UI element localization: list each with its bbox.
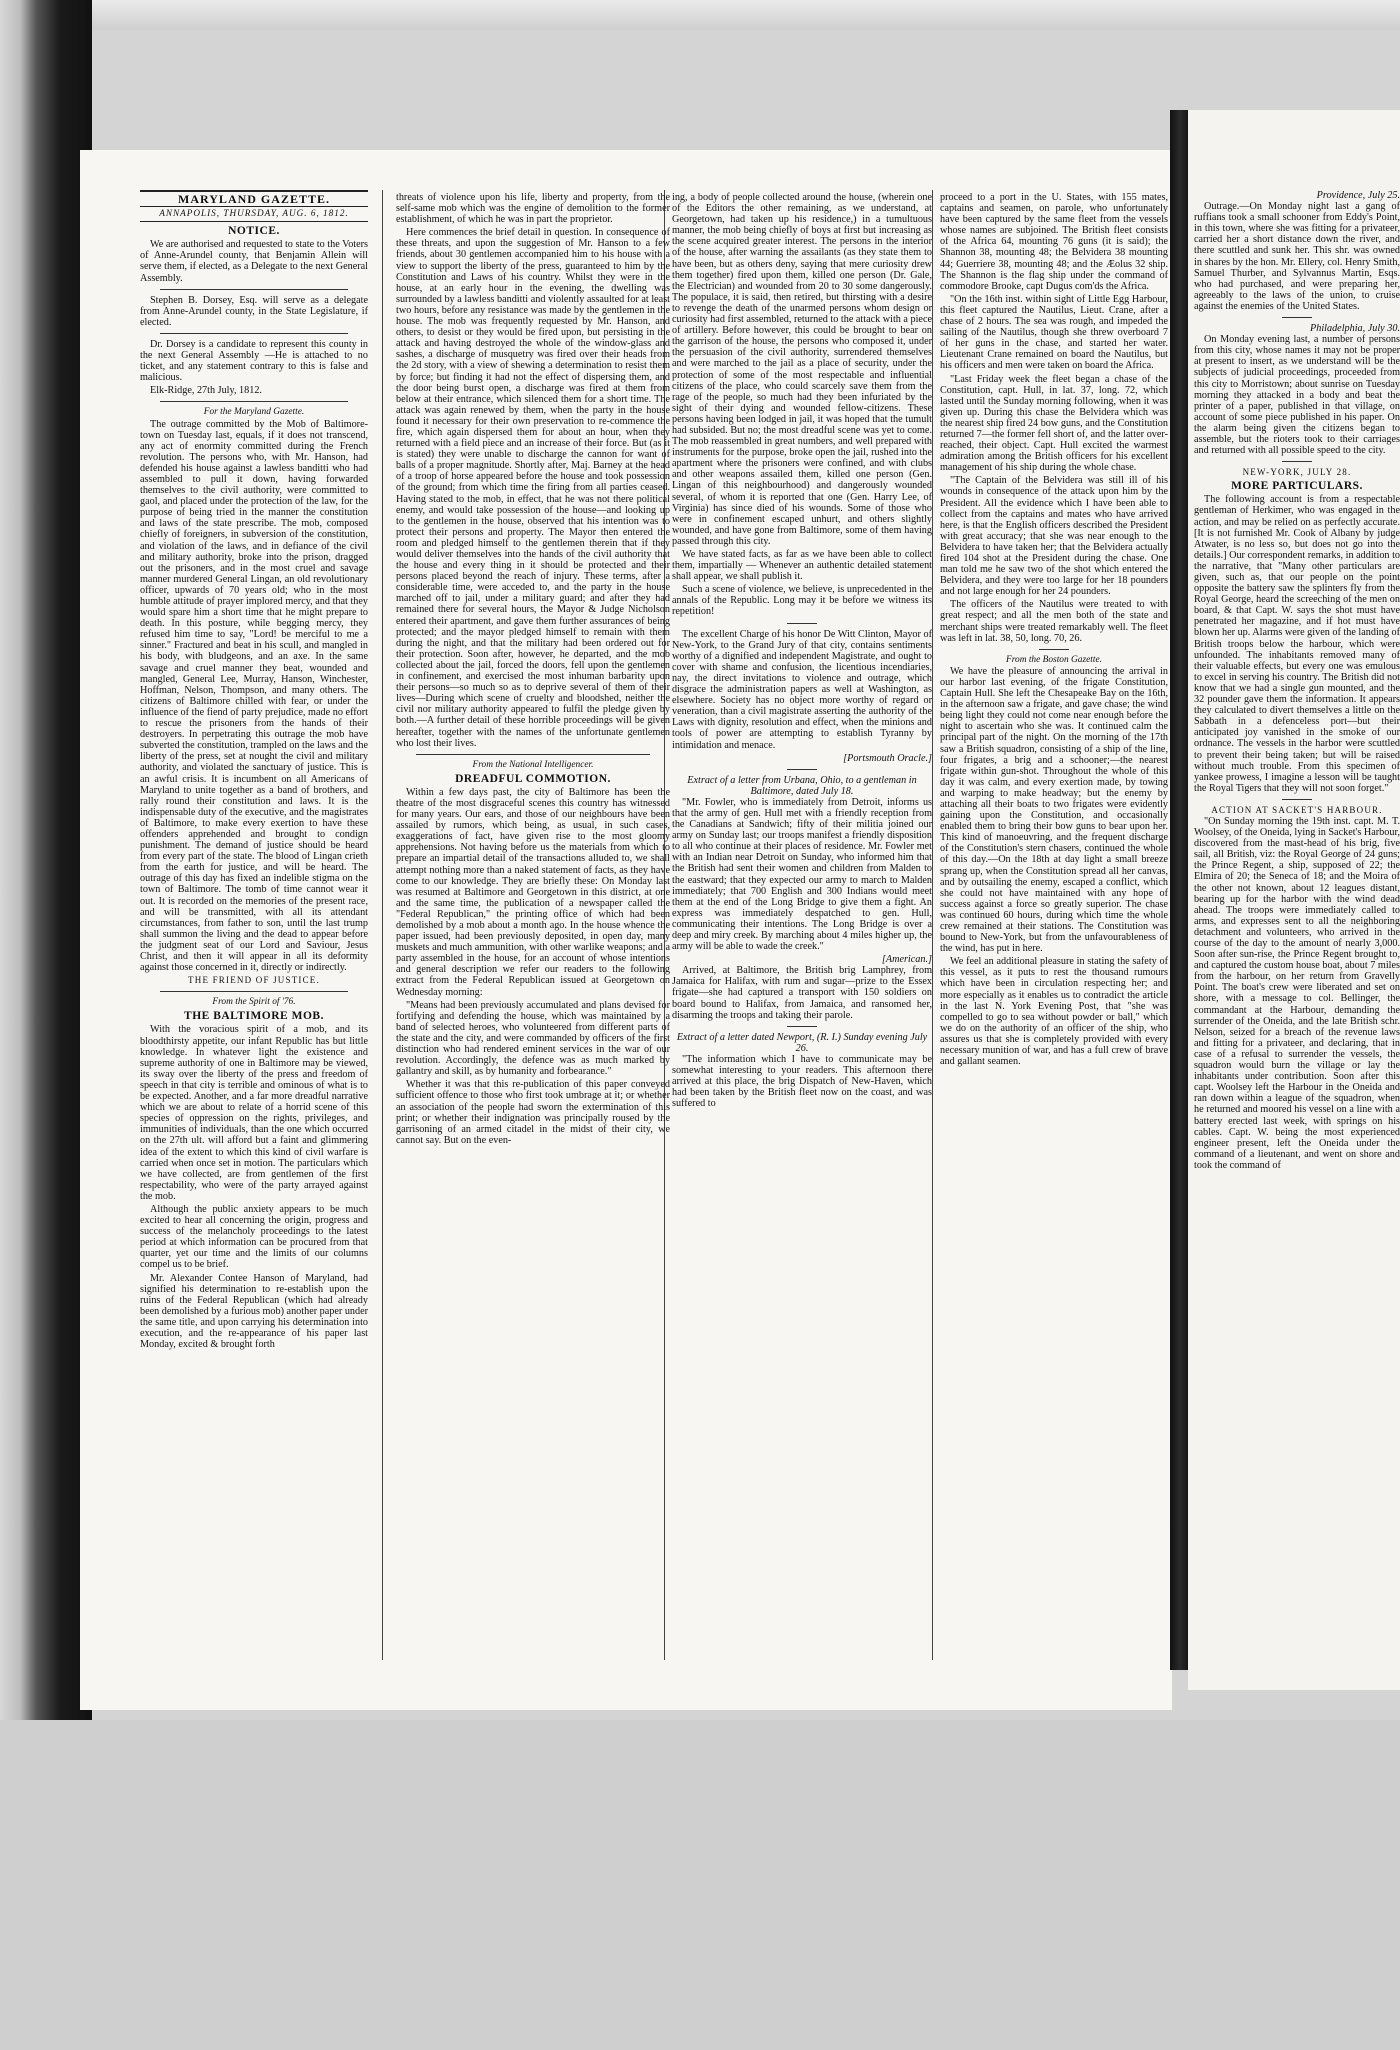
newport-heading: Extract of a letter dated Newport, (R. I.) Sunday evening July 26. (676, 1031, 928, 1054)
column-1 (140, 190, 368, 1690)
providence-heading: Providence, July 25. (1316, 190, 1400, 201)
column2-p2: Here commences the brief detail in question. In consequence of these threats, and upon the suggestion of Mr. Hanson to a few friends, about 30 gentlemen accompanied him to his house with a view to support the liberty of the press, guaranteed to him by the Constitution and Laws of his country. Whilst they were in the house, at an early hour in the evening, the dwelling was surrounded by a lawless banditti and violently assaulted for at least two hours, before any resistance was made by the gentlemen in the house. The mob was frequently requested by Mr. Hanson, and others, to desist or they would be fired upon, but persisting in the attack and having destroyed the whole of the window-glass and sashes, a discharge of musquetry was fired over their heads from the 2d story, with a view of shewing a determination to resist them by force; but finding it had not the effect of dispersing them, and the door being burst open, a discharge was fired at them from below at their entrance, which silenced them for a short time. The attack was again renewed by them, when the party in the house found it necessary for their own preservation to re-commence the fire, which again dispersed them for about an hour, when they returned with a field piece and an increase of their force. But (as it is stated) they were unable to discharge the cannon for want of balls of a proper magnitude. Shortly after, Maj. Barney at the head of a troop of horse appeared before the house and took possession of the ground; from which time the firing from all parties ceased. Having stated to the mob, in effect, that he was not there political enemy, and would take possession of the house—and looking up to the gentlemen in the house, observed that his intention was to protect their persons and property. The Mayor then entered the room and pledged himself to the gentlemen therein that if they would deliver themselves into the hands of the civil authority that the house and every thing in it should be protected and their persons placed beyond the reach of injury. These terms, after a considerable time, were acceded to, and the party in the house marched off to jail, under a military guard; and after they had remained there for several hours, the Mayor & Judge Nicholson entered their apartment, and gave them further assurances of being protected; and the mayor pledged himself to remain with them during the night, and that the military had been ordered out for their protection. Soon after, however, he departed, and the mob collected about the jail, forced the doors, fell upon the gentlemen in confinement, and exercised the most inhuman barbarity upon their persons—so much so as to deprive several of them of their lives—During which scene of cruelty and bloodshed, neither the civil nor military authority appeared to fulfil the pledge given by both.—A further detail of these horrible proceedings will be given hereafter, together with the names of the unfortunate gentlemen who lost their lives. (396, 227, 670, 749)
column-4 (940, 192, 1168, 1692)
column2-source: From the National Intelligencer. (472, 759, 594, 770)
clinton-charge-source: [Portsmouth Oracle.] (843, 752, 932, 764)
more-particulars-title: MORE PARTICULARS. (1231, 480, 1363, 493)
newport-letter: "The information which I have to communicate may be somewhat interesting to your readers. This afternoon there arrived at this place, the brig Dispatch of New-Haven, which had been taken by the British fleet now on the coast, and was suffered to (672, 1053, 932, 1110)
newspaper-page (80, 150, 1172, 1710)
divider (1282, 799, 1312, 800)
column2-p3: Within a few days past, the city of Baltimore has been the theatre of the most disgraceful scenes this country has witnessed for many years. Our ears, and those of our neighbours have been assailed by rumors, which being, as usual, in such cases, exaggerations of fact, have given rise to the most gloomy apprehensions. Not having before us the materials from which to prepare an impartial detail of the transactions alluded to, we shall attempt nothing more than a naked statement of facts, as they have come to our knowledge. They are briefly these: On Monday last was resumed at Baltimore and Georgetown in this district, at one and the same time, the publication of a newspaper called the "Federal Republican," the printing office of which had been demolished by a mob about a month ago. In the house whence the paper issued, had been previously deposited, in open day, many muskets and much ammunition, with other warlike weapons; and a party assembled in the house, for an account of whose intentions and general description we refer our readers to the following extract from the Federal Republican issued at Georgetown on Wednesday morning: (396, 786, 670, 998)
divider (787, 623, 817, 624)
newyork-heading: NEW-YORK, JULY 28. (1242, 467, 1352, 478)
column4-p6: We have the pleasure of announcing the arrival in our harbor last evening, of the frigate Constitution, Captain Hull. She left the Chesapeake Bay on the 16th, in the afternoon saw a frigate, and gave chase; the wind being light they could not come near enough before the night to ascertain who she was. It continued calm the principal part of the night. On the morning of the 17th saw a British squadron, consisting of a ship of the line, four frigates, a brig and a schooner;—the nearest frigate within gun-shot. Throughout the whole of this day it was calm, and every exertion made, by towing and warping to make headway; but the enemy by attaching all their boats to two frigates were evidently gaining upon the Constitution, and occasionally enabled them to bring their bow guns to bear upon her. This kind of manoeuvring, and the frequent discharge of the Constitution's stern chasers, continued the whole of this day.—On the 18th at day light a small breeze sprang up, when the Constitution spread all her canvas, and by outsailing the enemy, escaped a conflict, which she could not have maintained with any hope of success against a force so greatly superior. The chase was continued 60 hours, during which time the whole crew remained at their stations. The Constitution was bound to New-York, but from the unfavourableness of the wind, has put in here. (940, 665, 1168, 955)
baltimore-mob-p2: Although the public anxiety appears to be much excited to hear all concerning the origin, progress and success of the melancholy proceedings to the latest period at which information can be procured from that quarter, yet our time and the limits of our columns compel us to be brief. (140, 1203, 368, 1271)
philadelphia-text: On Monday evening last, a number of persons from this city, whose names it may not be proper at present to insert, as we understand will be the subjects of judicial proceedings, proceeded from this city to Morristown; about sunrise on Tuesday morning they attacked in a body and beat the printer of a paper, published in that village, on account of some piece published in his paper. On the alarm being given the citizens began to assemble, but the rioters took to their carriages and returned with all possible speed to the city. (1194, 334, 1400, 457)
sackets-text: "On Sunday morning the 19th inst. capt. M. T. Woolsey, of the Oneida, lying in Sacket's Harbour, discovered from the mast-head of his brig, five sail, all British, viz: the Royal George of 24 guns; the Prince Regent, a ship, supposed of 22; the Elmira of 20; the Seneca of 18; and the Moira of the other not known, about 12 leagues distant, bearing up for the harbor with the wind dead ahead. The troops were immediately called to arms, and expresses sent to all the neighboring detachment and volunteers, who arrived in the course of the day to the amount of nearly 3,000. Soon after sun-rise, the Prince Regent brought to, and captured the custom house boat, about 7 miles from the harbour, on her return from Gravelly Point. The boat's crew were liberated and set on shore, with a message to col. Bellinger, the commandant at the Harbour, demanding the surrender of the Oneida, and the late British schr. Nelson, seized for a breach of the revenue laws and fitting for a privateer, and declaring, that in case of a refusal to surrender the vessels, the squadron would burn the village or lay the inhabitants under contribution. Soon after this capt. Woolsey left the Harbour in the Oneida and ran down within a league of the squadron, when he returned and moored his vessel on a line with a battery erected last week, with springs on his cables. Capt. W. being the most experienced engineer present, left the Oneida under the command of a lieutenant, and went on shore and took the command of (1194, 815, 1400, 1171)
divider (1282, 461, 1312, 462)
urbana-letter: "Mr. Fowler, who is immediately from Detroit, informs us that the army of gen. Hull met with a friendly reception from the Canadians at Sandwich; fifty of their militia joined our army on Sunday last; our troops manifest a friendly disposition to all who continue at their places of residence. Mr. Fowler met with an Indian near Detroit on Sunday, who informed him that the British had sent their women and children from Malden to the eastward; that they expected our army to march to Malden immediately; that 700 English and 300 Indians would meet them at the end of the Long Bridge to give them a fight. An express was immediately despatched to gen. Hull, communicating their intentions. The Long Bridge is over a deep and miry creek. By marching about 4 miles higher up, the army will be able to wade the creek." (672, 796, 932, 953)
notice-signoff: Elk-Ridge, 27th July, 1812. (150, 385, 262, 397)
baltimore-mob-p1: With the voracious spirit of a mob, and its bloodthirsty appetite, our infant Republic has but little knowledge. In whatever light the existence and supreme authority of one in Baltimore may be viewed, its sway over the liberty of the press and freedom of speech in that city is terrible and ominous of what is to be expected. Another, and a far more dreadful narrative which we are about to relate of a horrid scene of this species of oppression on the rights, privileges, and immunities of individuals, than the one which occurred on the 27th ult. will afford but a faint and glimmering idea of the extent to which this kind of civil warfare is carried when once set in motion. The particulars which we have collected, are from gentlemen of the first respectability, who were of the party arrayed against the mob. (140, 1024, 368, 1202)
notice-dorsey-1: Stephen B. Dorsey, Esq. will serve as a delegate from Anne-Arundel county, in the State Legislature, if elected. (140, 294, 368, 328)
scan-bottom-margin (0, 1720, 1400, 2050)
column4-p1: proceed to a port in the U. States, with 155 mates, captains and seamen, on parole, who unfortunately have been captured by the same fleet from the vessels whose names are subjoined. The British fleet consists of the Africa 64, mounting 76 guns (it is said); the Shannon 38, mounting 48; the Belvidera 38 mounting 44; Guerriere 38, mounting 48; and the Æolus 32 ship. The Shannon is the flag ship under the command of commodore Brooke, capt Dugus com'ds the Africa. (940, 192, 1168, 292)
column-3 (672, 192, 932, 1692)
arrived-baltimore: Arrived, at Baltimore, the British brig Lamphrey, from Jamaica for Halifax, with rum and sugar—prize to the Essex frigate—she had captured a transport with 150 soldiers on board bound to Halifax, from Jamaica, and ransomed her, disarming the troops and taking their parole. (672, 965, 932, 1021)
divider (1039, 649, 1069, 650)
column2-p1: threats of violence upon his life, liberty and property, from the self-same mob which was the engine of demolition to the former establishment, of which he was in part the proprietor. (396, 192, 670, 226)
divider (787, 1026, 817, 1027)
facing-page (1188, 110, 1400, 1690)
column-2 (396, 192, 670, 1692)
baltimore-mob-heading: THE BALTIMORE MOB. (184, 1010, 324, 1023)
column4-p4: "The Captain of the Belvidera was still ill of his wounds in consequence of the attack upon him by the President. All the evidence which I have been able to collect from the captains and mates who have arrived here, is that the English officers described the President with great accuracy; that she was near enough to the Belvidera to have taken her; that the Belvidera actually fired 104 shot at the President during the chase. One man told me he saw two of the shot which entered the Belvidera, and they were too large for her 18 pounders and not large enough for her 24 pounders. (940, 475, 1168, 598)
mob-letter-text: The outrage committed by the Mob of Baltimore-town on Tuesday last, equals, if it does not transcend, any act of enormity committed during the French revolution. The persons who, with Mr. Hanson, had defended his house against a lawless banditti who had assembled to pull it down, having forwarded themselves to the civil authority, were committed to gaol, and placed under the protection of the law, for the purpose of being tried in the manner the constitution and laws of the state prescribe. The mob, composed chiefly of foreigners, in subversion of the constitution, and violation of the laws, and in defiance of the civil and military authority, broke into the prison, dragged out the prisoners, and in the most cruel and savage manner murdered General Lingan, an old revolutionary officer, upwards of 70 years old; who in the most humble attitude of prayer implored mercy, and that they would spare him a short time that he might prepare to death. In this posture, while begging mercy, they refused him time to say, "Lord! be merciful to me a sinner." Fractured and beat in his scull, and mangled in his body, with bludgeons, and an axe. In the same savage and cruel manner they beat, wounded and mangled, General Lee, Murray, Hanson, Winchester, Hoffman, Nelson, Thompson, and many others. The citizens of Baltimore chilled with fear, or under the influence of the fiend of party prejudice, made no effort to rescue the prisoners from the hands of their destroyers. In perpetrating this outrage the mob have subverted the constitution, trampled on the laws and the liberty of the press, set at nought the civil and military authority, and violated the sanctuary of justice. This is an awful crisis. It is incumbent on all Americans of Maryland to unite together as a band of brothers, and rally round their constitution and laws. It is the indispensable duty of the executive, and the magistrates of Baltimore, to make every exertion to have these offenders apprehended and brought to condign punishment. The demand of justice should be heard from every part of the state. The blood of Lingan crieth from the earth for justice, and will be heard. The outrage of this day has fixed an indelible stigma on the town of Baltimore. The tomb of time cannot wear it out. It is recorded on the memories of the present race, and will be transmitted, with all its attendant circumstances, from father to son, until the last trump shall summon the living and the dead to appear before the judgment seat of our Lord and Saviour, Jesus Christ, and then it will appear in all its deformity against those concerned in it, directly or indirectly. (140, 418, 368, 974)
notice-body: We are authorised and requested to state to the Voters of Anne-Arundel county, that Benjamin Allein will serve them, if elected, as a Delegate to the next General Assembly. (140, 239, 368, 284)
divider (160, 401, 348, 402)
column3-p1: ing, a body of people collected around the house, (wherein one of the Editors the other remaining, as we understand, at Georgetown, had taken up his residence,) in a tumultuous manner, the mob being chiefly of boys at first but increasing as the scene acquired greater interest. The persons in the interior of the house, after warning the assailants (as they state them to have been, but as others deny, saying that mere curiosity drew them together) fired upon them, killed one person (Dr. Gale, the Electrician) and wounded from 20 to 30 some dangerously. The populace, it is said, then retired, but thirsting with a desire to revenge the death of the unarmed persons whom design or curiosity had first assembled, returned to the attack with a piece of artillery. Before however, this could be brought to bear on the garrison of the house, the persons who composed it, under the persuasion of the civil authority, surrendered themselves and were marched to the jail as a place of security, under the protection of some of the most respectable and influential citizens of the place, who could scarcely save them from the rage of the people, so much had they been infuriated by the sight of their dying and wounded fellow-citizens. These persons having been lodged in jail, it was hoped that the tumult had subsided. But no; the most dreadful scene was yet to come. The mob reassembled in great numbers, and well prepared with instruments for the purpose, broke open the jail, rushed into the apartment where the prisoners were confined, and with clubs and other weapons assailed them, killed one person (Gen. Lingan of this neighbourhood) and dangerously wounded several, of whom it is reported that one (Gen. Harry Lee, of Virginia) has since died of his wounds. Some of those who were in confinement escaped unhurt, and others slightly wounded, and have gone from Baltimore, some of them having passed through this city. (672, 192, 932, 547)
baltimore-mob-source: From the Spirit of '76. (212, 997, 296, 1008)
newyork-text: The following account is from a respectable gentleman of Herkimer, who was engaged in the action, and may be relied on as perfectly accurate. [It is not furnished Mr. Cook of Albany by judge Atwater, is no less so, but does not go into the details.] Our correspondent remarks, in addition to the narrative, that "Many other particulars are given, such as, that our people on the point opposite the battery saw the splinters fly from the Royal George, heard the screeching of the men on board, & that Capt. W. says the shot must have penetrated her magazine, and if hot must have blown her up. Alarms were given of the landing of British troops below the harbour, which were unfounded. The inhabitants removed many of their valuable effects, but every one was emulous to excel in serving his country. The British did not know that we had a single gun mounted, and the 32 pounder gave them the information. It appears they calculated to divert themselves a little on the Sabbath in a defenceless port—but their anticipated joy vanished in the smoke of our ordnance. The vessels in the harbor were scuttled to prevent their being taken; but will be raised without much trouble. From this specimen of yankee prowess, I imagine a lesson will be taught the Royal Tigers that they will not soon forget." (1194, 494, 1400, 794)
clinton-charge: The excellent Charge of his honor De Witt Clinton, Mayor of New-York, to the Grand Jury of that city, contains sentiments worthy of a dignified and independent Magistrate, and ought to cover with shame and confusion, the licentious incendiaries, nay, the direct invitations to violence and outrage, which disgrace the administration papers as well at Washington, as elsewhere. Society has no object more worthy of regard or veneration, than a civil magistrate asserting the authority of the Laws with dignity, resolution and effect, when the minions and tools of power are attempting to establish Tyranny by intimidation and menace. (672, 628, 932, 751)
column-rule (382, 190, 383, 1660)
facing-page-column (1194, 190, 1400, 1650)
philadelphia-heading: Philadelphia, July 30. (1310, 323, 1400, 335)
column4-p2: "On the 16th inst. within sight of Little Egg Harbour, this fleet captured the Nautilus, Lieut. Crane, after a chase of 2 hours. The sea was rough, and impeded the sailing of the Nautilus, though she threw overboard 7 of her guns in the chase, and started her water. Lieutenant Crane remained on board the Nautilus, but his officers and men were taken on board the Africa. (940, 293, 1168, 372)
divider (160, 333, 348, 334)
divider (1282, 317, 1312, 318)
column4-p7: We feel an additional pleasure in stating the safety of this vessel, as it puts to rest the thousand rumours which have been in circulation respecting her; and more especially as it enables us to contradict the article in the last N. York Evening Post, that "she was compelled to go to sea without powder or ball," which we do on the authority of an officer of the ship, who assures us that she is completely provided with every necessary munition of war, and has a full crew of brave and gallant seamen. (940, 956, 1168, 1068)
divider (416, 754, 650, 755)
column2-p5: Whether it was that this re-publication of this paper conveyed sufficient offence to those who first took umbrage at it; or whether an association of the people had sworn the extermination of this print; or whether their indignation was principally roused by the garrisoning of an armed citadel in the midst of their city, we cannot say. But on the even- (396, 1079, 670, 1146)
column-rule (932, 190, 933, 1660)
baltimore-mob-p3: Mr. Alexander Contee Hanson of Maryland, had signified his determination to re-establish upon the ruins of the Federal Republican (which had already been demolished by a furious mob) another paper under the same title, and upon carrying his determination into execution, and the re-appearance of his paper last Monday, excited & brought forth (140, 1272, 368, 1351)
scan-top-margin (0, 0, 1400, 30)
column2-p4: "Means had been previously accumulated and plans devised for fortifying and defending the house, which was maintained by a band of selected heroes, who volunteered from different parts of the state and the city, and were commanded by officers of the first distinction who had rendered eminent services in the war of our revolution. Accordingly, the defence was as much marked by gallantry and skill, as by humanity and forbearance." (396, 999, 670, 1078)
masthead-dateline: ANNAPOLIS, THURSDAY, AUG. 6, 1812. (140, 207, 368, 222)
column4-p5: The officers of the Nautilus were treated to with great respect; and all the men both of the state and merchant ships were treated remarkably well. The fleet was left in lat. 38, 50, long. 70, 26. (940, 599, 1168, 644)
mob-letter-signature: THE FRIEND OF JUSTICE. (188, 975, 320, 986)
divider (787, 769, 817, 770)
providence-text: Outrage.—On Monday night last a gang of ruffians took a small schooner from Eddy's Point, in this town, where she was fitting for a privateer, carried her a short distance down the river, and there scuttled and sunk her. This shr. was owned in shares by the hon. Mr. Ellery, col. Henry Smith, Samuel Thurber, and Sylvannus Martin, Esqs. who had purchased, and were preparing her, agreeably to the laws of the union, to cruise against the enemies of the United States. (1194, 201, 1400, 312)
divider (160, 991, 348, 992)
boston-gazette-source: From the Boston Gazette. (1006, 654, 1102, 665)
urbana-source: [American.] (881, 954, 932, 966)
masthead-title: MARYLAND GAZETTE. (140, 190, 368, 207)
column3-p2: We have stated facts, as far as we have been able to collect them, impartially — Whenever an authentic detailed statement shall appear, we shall publish it. (672, 549, 932, 583)
column4-p3: "Last Friday week the fleet began a chase of the Constitution, capt. Hull, in lat. 37, long. 72, which lasted until the Sunday morning following, when it was given up. During this chase the Belvidera which was the nearest ship fired 24 bow guns, and the Constitution returned 7—the former fell short of, and the latter over-reached, their object. Capt. Hull excited the warmest admiration among the British officers for his excellent management of his ship during the whole chase. (940, 373, 1168, 474)
column3-p3: Such a scene of violence, we believe, is unprecedented in the annals of the Republic. Long may it be before we witness its repetition! (672, 584, 932, 618)
notice-dorsey-2: Dr. Dorsey is a candidate to represent this county in the next General Assembly —He is attached to no ticket, and any statement contrary to this is false and malicious. (140, 338, 368, 384)
urbana-heading: Extract of a letter from Urbana, Ohio, to a gentleman in Baltimore, dated July 18. (687, 774, 917, 797)
mob-letter-source: For the Maryland Gazette. (203, 407, 305, 418)
dreadful-commotion-heading: DREADFUL COMMOTION. (455, 772, 611, 785)
sackets-heading: ACTION AT SACKET'S HARBOUR. (1211, 804, 1383, 815)
notice-heading: NOTICE. (228, 225, 280, 238)
divider (160, 289, 348, 290)
